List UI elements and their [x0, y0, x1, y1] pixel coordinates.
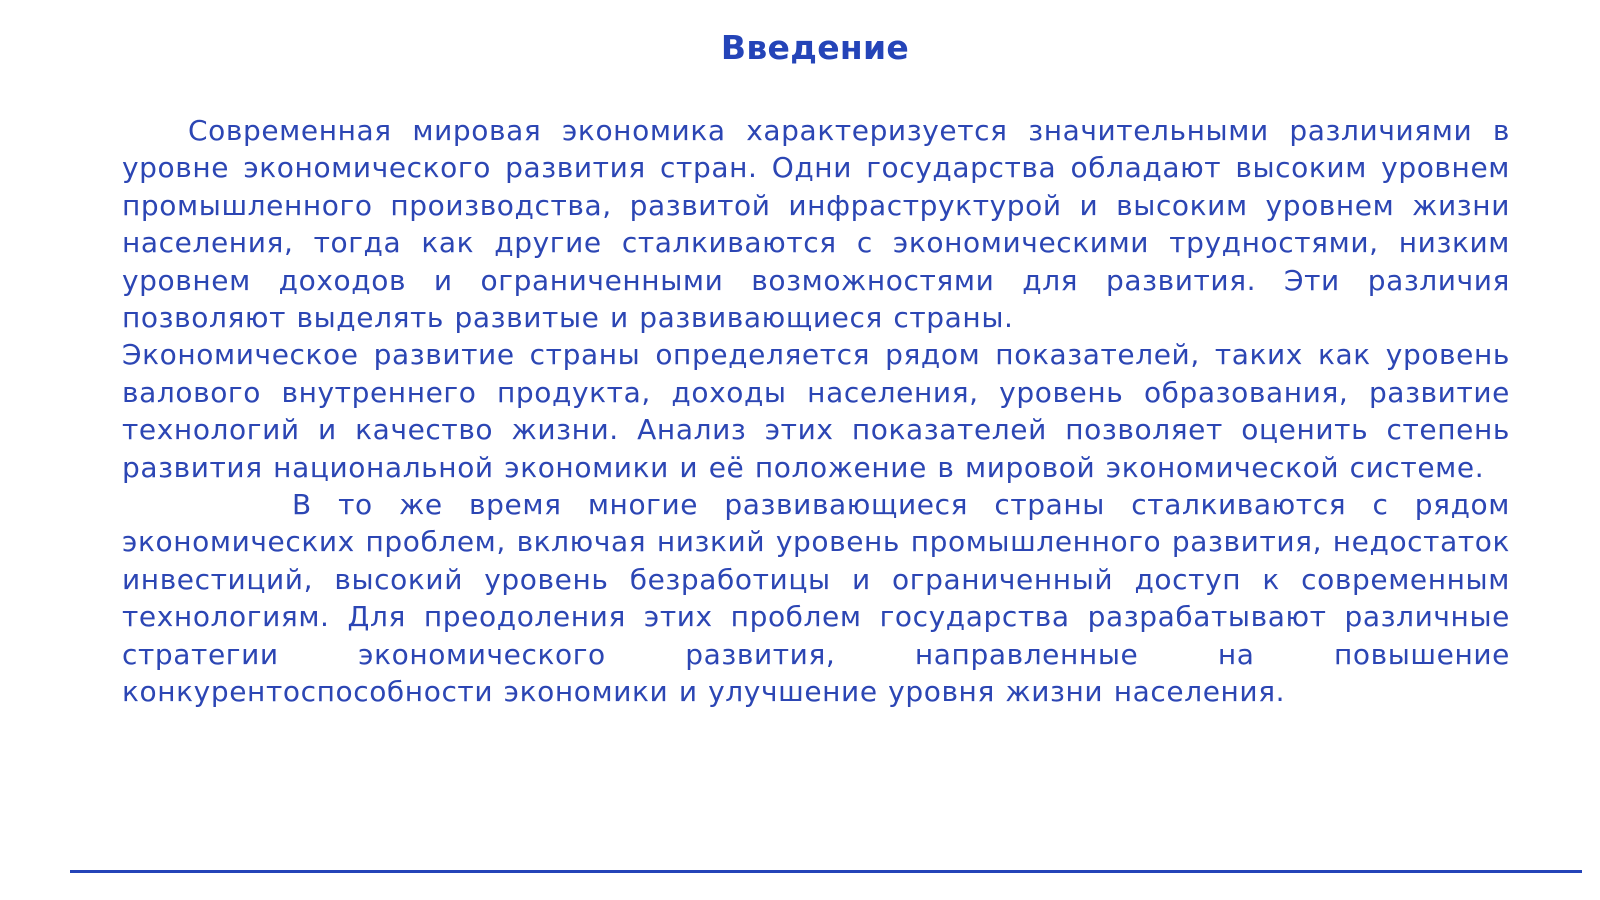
bottom-divider: [70, 870, 1582, 873]
paragraph-intro: Современная мировая экономика характеризуется значительными различиями в уровне экономического развития стран. Одни государства обладают высоким уровнем промышленного производства, развитой инфраструктурой и высоким уровнем жизни населения, тогда как другие сталкиваются с экономическими трудностями, низким уровнем доходов и ограниченными возможностями для развития. Эти различия позволяют выделять развитые и развивающиеся страны.: [122, 114, 1510, 335]
paragraph-problems: В то же время многие развивающиеся страны сталкиваются с рядом экономических проблем, включая низкий уровень промышленного развития, недостаток инвестиций, высокий уровень безработицы и ограниченный доступ к современным технологиям. Для преодоления этих проблем государства разрабатывают различные стратегии экономического развития, направленные на повышение конкурентоспособности экономики и улучшение уровня жизни населения.: [122, 488, 1510, 709]
paragraph-indicators: Экономическое развитие страны определяется рядом показателей, таких как уровень валового внутреннего продукта, доходы населения, уровень образования, развитие технологий и качество жизни. Анализ этих показателей позволяет оценить степень развития национальной экономики и её положение в мировой экономической системе.: [122, 338, 1510, 484]
slide-title: Введение: [720, 28, 910, 67]
slide-body: [122, 112, 1510, 711]
